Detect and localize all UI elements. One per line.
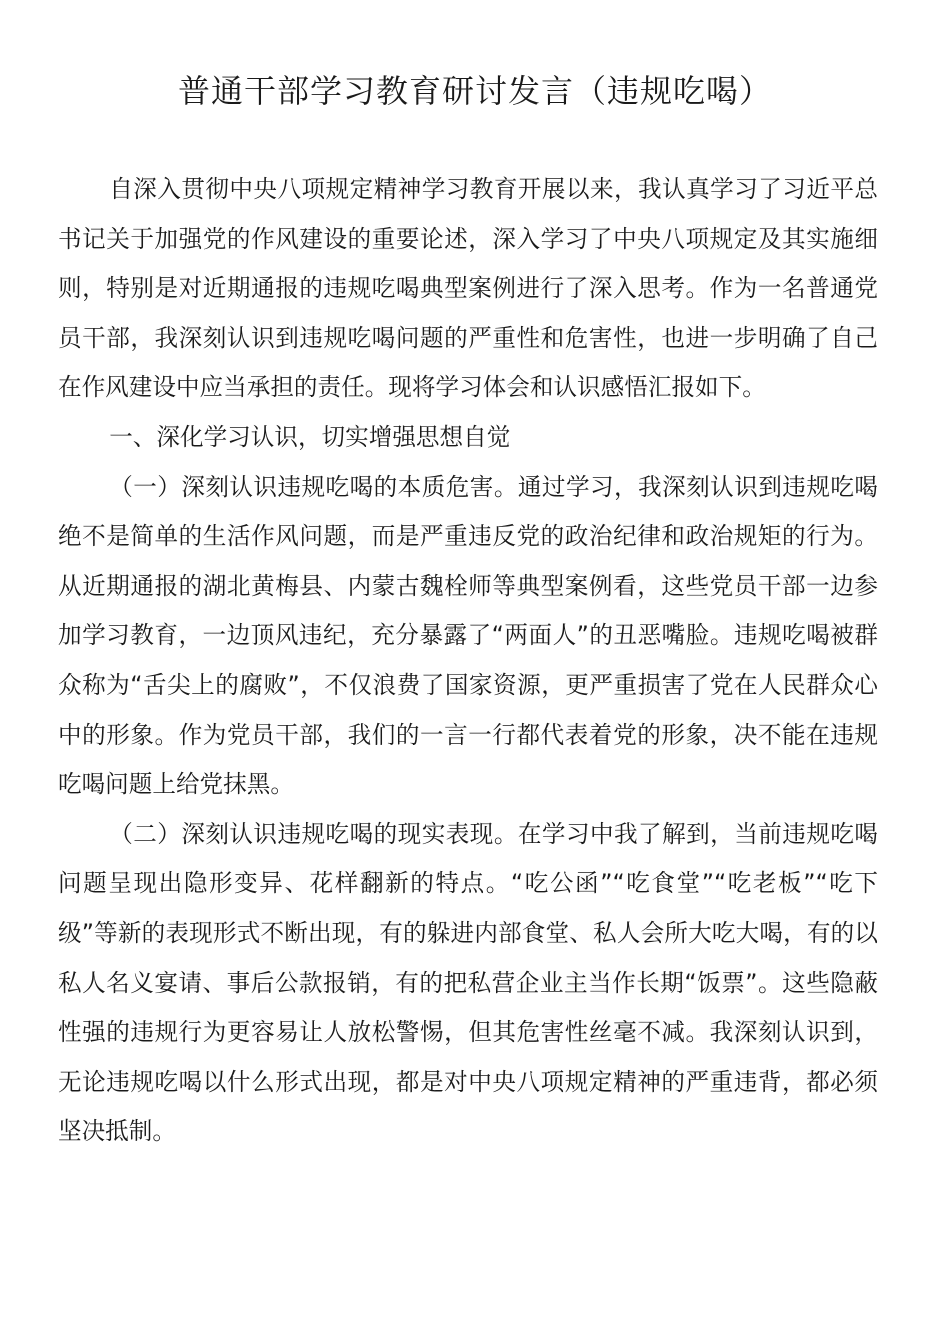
subsection-paragraph-1: （一）深刻认识违规吃喝的本质危害。通过学习，我深刻认识到违规吃喝绝不是简单的生活作风问题，而是严重违反党的政治纪律和政治规矩的行为。从近期通报的湖北黄梅县、内蒙古魏栓师等典型案例看，这些党员干部一边参加学习教育，一边顶风违纪，充分暴露了“两面人”的丑恶嘴脸。违规吃喝被群众称为“舌尖上的腐败”，不仅浪费了国家资源，更严重损害了党在人民群众心中的形象。作为党员干部，我们的一言一行都代表着党的形象，决不能在违规吃喝问题上给党抹黑。 bbox=[58, 472, 878, 799]
intro-paragraph: 自深入贯彻中央八项规定精神学习教育开展以来，我认真学习了习近平总书记关于加强党的作风建设的重要论述，深入学习了中央八项规定及其实施细则，特别是对近期通报的违规吃喝典型案例进行了深入思考。作为一名普通党员干部，我深刻认识到违规吃喝问题的严重性和危害性，也进一步明确了自己在作风建设中应当承担的责任。现将学习体会和认识感悟汇报如下。 bbox=[58, 175, 878, 402]
subsection-paragraph-2: （二）深刻认识违规吃喝的现实表现。在学习中我了解到，当前违规吃喝问题呈现出隐形变异、花样翻新的特点。“吃公函”“吃食堂”“吃老板”“吃下级”等新的表现形式不断出现，有的躲进内部食堂、私人会所大吃大喝，有的以私人名义宴请、事后公款报销，有的把私营企业主当作长期“饭票”。这些隐蔽性强的违规行为更容易让人放松警惕，但其危害性丝毫不减。我深刻认识到，无论违规吃喝以什么形式出现，都是对中央八项规定精神的严重违背，都必须坚决抵制。 bbox=[58, 819, 878, 1146]
document-body bbox=[58, 165, 878, 1157]
document-title: 普通干部学习教育研讨发言（违规吃喝） bbox=[177, 72, 772, 110]
section-heading: 一、深化学习认识，切实增强思想自觉 bbox=[109, 422, 511, 451]
